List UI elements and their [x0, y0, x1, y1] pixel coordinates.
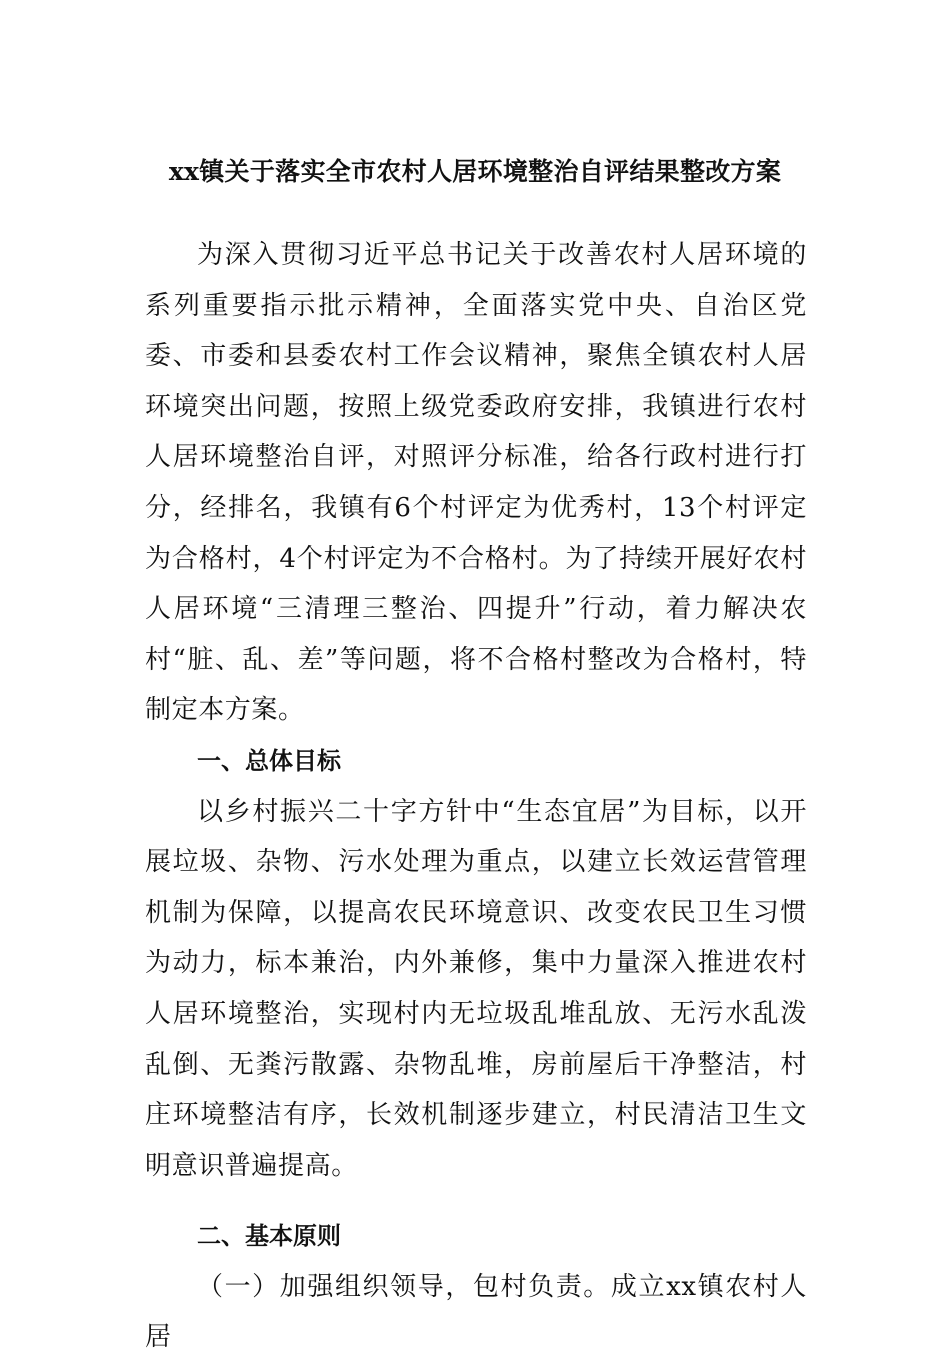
paragraph-spacer — [145, 1191, 807, 1211]
principle-1-paragraph: （一）加强组织领导，包村负责。成立xx镇农村人居 — [145, 1271, 807, 1353]
intro-paragraph: 为深入贯彻习近平总书记关于改善农村人居环境的系列重要指示批示精神，全面落实党中央、自治区党委、市委和县委农村工作会议精神，聚焦全镇农村人居环境突出问题，按照上级党委政府安排，我镇进行农村人居环境整治自评，对照评分标准，给各行政村进行打分，经排名，我镇有6个村评定为优秀村，13个村评定为合格村，4个村评定为不合格村。为了持续开展好农村人居环境“三清理三整治、四提升”行动，着力解决农村“脏、乱、差”等问题，将不合格村整改为合格村，特制定本方案。 — [145, 240, 807, 726]
section-heading-overall-goal: 一、总体目标 — [197, 746, 341, 775]
goal-paragraph: 以乡村振兴二十字方针中“生态宜居”为目标，以开展垃圾、杂物、污水处理为重点，以建立长效运营管理机制为保障，以提高农民环境意识、改变农民卫生习惯为动力，标本兼治，内外兼修，集中力量深入推进农村人居环境整治，实现村内无垃圾乱堆乱放、无污水乱泼乱倒、无粪污散露、杂物乱堆，房前屋后干净整洁，村庄环境整洁有序，长效机制逐步建立，村民清洁卫生文明意识普遍提高。 — [145, 796, 807, 1181]
document-body — [145, 230, 807, 1363]
document-title: xx镇关于落实全市农村人居环境整治自评结果整改方案 — [168, 157, 782, 186]
section-heading-basic-principles: 二、基本原则 — [197, 1222, 341, 1251]
